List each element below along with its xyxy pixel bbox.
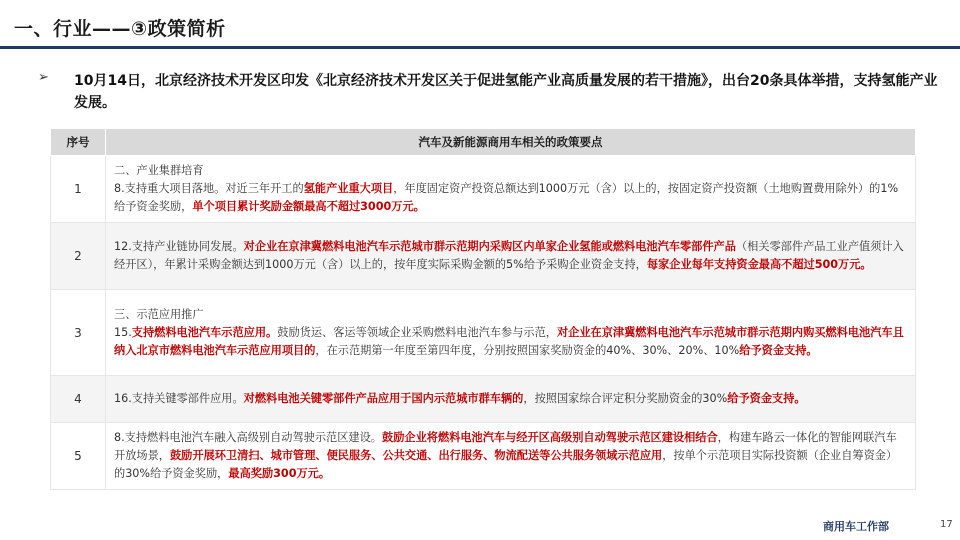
body-text: 8.支持燃料电池汽车融入高级别自动驾驶示范区建设。 (114, 431, 382, 444)
highlight-text: 每家企业每年支持资金最高不超过500万元。 (646, 258, 872, 271)
table-row (51, 156, 916, 223)
arrow-bullet-icon: ➢ (38, 70, 49, 85)
header-policy-points: 汽车及新能源商用车相关的政策要点 (106, 129, 916, 156)
highlight-text: 对企业在京津冀燃料电池汽车示范城市群示范期内采购区内单家企业氢能或燃料电池汽车零部件产品 (243, 240, 736, 253)
intro-paragraph: 10月14日，北京经济技术开发区印发《北京经济技术开发区关于促进氢能产业高质量发展的若干措施》，出台20条具体举措，支持氢能产业发展。 (74, 73, 938, 111)
body-text: 8.支持重大项目落地。对近三年开工的 (114, 182, 304, 195)
policy-table (50, 128, 916, 490)
highlight-text: 对企业在京津冀燃料电池汽车示范城市群示范期内购买燃料电池汽车且纳入北京市燃料电池汽车示范应用项目的 (114, 325, 904, 357)
body-text: ，构建车路云一体化的智能网联汽车开放场景， (114, 431, 897, 462)
body-text: ，按单个示范项目实际投资额（企业自筹资金）的30%给予资金奖励， (114, 449, 898, 480)
highlight-text: 单个项目累计奖励金额最高不超过3000万元。 (192, 200, 425, 213)
row-number: 4 (51, 376, 106, 423)
table-row (51, 290, 916, 376)
row-number: 2 (51, 223, 106, 290)
title-underline (0, 46, 960, 49)
row-content (106, 223, 916, 290)
highlight-text: 最高奖励300万元。 (228, 467, 331, 480)
highlight-text: 给予资金支持。 (739, 343, 818, 357)
body-text: 16.支持关键零部件应用。 (114, 392, 244, 405)
highlight-text: 对燃料电池关键零部件产品应用于国内示范城市群车辆的 (243, 392, 524, 405)
highlight-text: 氢能产业重大项目 (303, 182, 394, 195)
row-content (106, 156, 916, 223)
highlight-text: 鼓励开展环卫清扫、城市管理、便民服务、公共交通、出行服务、物流配送等公共服务领域示范应用 (169, 449, 663, 462)
body-text: ，在示范期第一年度至第四年度，分别按照国家奖励资金的40%、30%、20%、10% (315, 343, 740, 357)
body-text: 15. (114, 325, 132, 339)
row-content (106, 376, 916, 423)
body-text: 鼓励货运、客运等领域企业采购燃料电池汽车参与示范， (277, 325, 557, 339)
table-header-row (51, 129, 916, 156)
body-text: 12.支持产业链协同发展。 (114, 240, 244, 253)
body-text: ，年度固定资产投资总额达到1000万元（含）以上的，按固定资产投资额（土地购置费用除外）的1%给予资金奖励， (114, 182, 899, 213)
highlight-text: 给予资金支持。 (727, 392, 806, 405)
highlight-text: 支持燃料电池汽车示范应用。 (131, 325, 278, 339)
body-text: （相关零部件产品工业产值须计入经开区），年累计采购金额达到1000万元（含）以上的，按年度实际采购金额的5%给予采购企业资金支持， (114, 240, 904, 271)
page-number: 17 (940, 519, 953, 530)
body-text: ，按照国家综合评定积分奖励资金的30% (523, 392, 728, 405)
footer-department: 商用车工作部 (823, 520, 889, 533)
row-number: 1 (51, 156, 106, 223)
row-content (106, 290, 916, 376)
row-number: 3 (51, 290, 106, 376)
body-text: 三、示范应用推广 (114, 307, 204, 321)
body-text: 二、产业集群培育 (114, 164, 204, 177)
row-number: 5 (51, 423, 106, 490)
row-content (106, 423, 916, 490)
header-index: 序号 (51, 129, 106, 156)
page-title: 一、行业——③政策简析 (14, 18, 226, 40)
table-row (51, 376, 916, 423)
highlight-text: 鼓励企业将燃料电池汽车与经开区高级别自动驾驶示范区建设相结合 (382, 431, 718, 444)
table-row (51, 223, 916, 290)
table-row (51, 423, 916, 490)
